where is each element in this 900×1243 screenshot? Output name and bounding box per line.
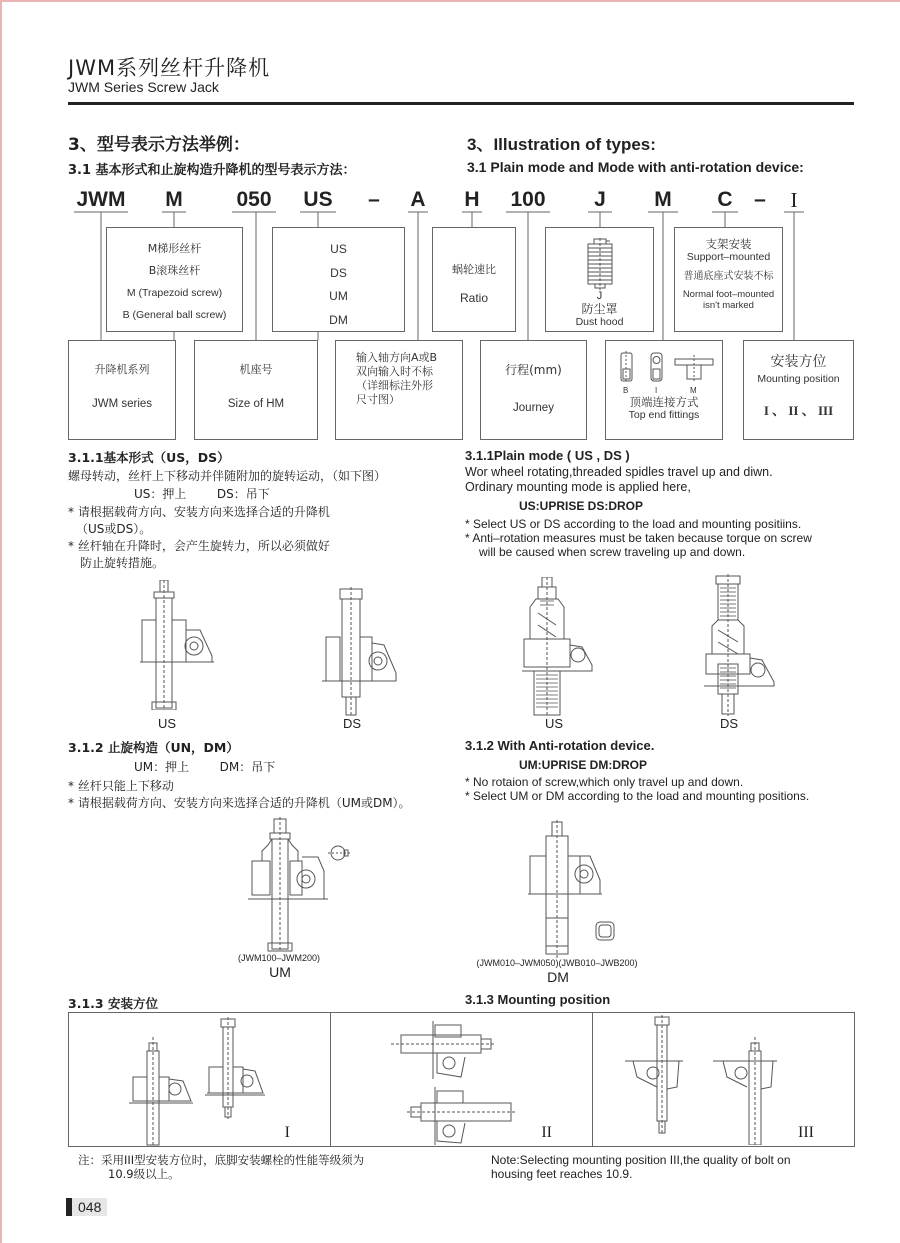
mode-um: UM (329, 289, 348, 303)
page-title-en: JWM Series Screw Jack (68, 79, 219, 95)
section-subtitle-en: 3.1 Plain mode and Mode with anti-rotation device: (467, 159, 804, 175)
support-cn: 支架安装 (705, 237, 752, 251)
drawing-us-en (522, 577, 602, 717)
dust-hood-icon (585, 238, 615, 290)
s312-title-cn: 3.1.2 止旋构造（UN，DM） (68, 740, 239, 755)
fitting-label-b: B (623, 386, 629, 395)
screw-type-trapezoid-cn: M梯形丝杆 (147, 242, 202, 255)
s311-modes-cn: US：押上 DS：吊下 (134, 487, 270, 501)
box-support (674, 227, 783, 332)
s311-modes-en: US:UPRISE DS:DROP (519, 499, 644, 513)
s313-title-cn: 3.1.3 安装方位 (68, 996, 158, 1011)
mounting-cell-ii (331, 1013, 593, 1146)
mode-ds: DS (330, 265, 347, 280)
drawing-ds-plain (320, 587, 400, 717)
top-end-fittings-icons (609, 349, 719, 395)
code-journey: 100 (510, 188, 546, 211)
journey-en: Journey (513, 402, 554, 414)
mode-dm: DM (329, 312, 348, 327)
mounting-iii-drawing (623, 1015, 823, 1145)
normal-foot-cn: 普通底座式安装不标 (683, 271, 774, 282)
section-312-en (465, 738, 865, 803)
s312-title-en: 3.1.2 With Anti-rotation device. (465, 738, 655, 753)
mounting-cell-iii (593, 1013, 854, 1146)
dm-range: (JWM010–JWM050)(JWB010–JWB200) (476, 958, 638, 968)
fitting-label-i: I (655, 386, 658, 395)
note-cn-line-1: 注：采用III型安装方位时，底脚安装螺栓的性能等级须为 (78, 1153, 365, 1167)
s312-modes-cn: UM：押上 DM：吊下 (134, 760, 276, 774)
box-ratio (432, 227, 516, 332)
box-top-end-fittings (605, 340, 723, 440)
top-end-en: Top end fittings (628, 409, 700, 421)
mounting-cn: 安装方位 (770, 354, 827, 370)
code-dash-2: – (754, 188, 766, 211)
code-top-end: M (654, 188, 672, 211)
input-line-3: （详细标注外形 (356, 379, 433, 392)
ratio-cn: 蜗轮速比 (452, 263, 496, 276)
dust-hood-code: J (596, 290, 603, 302)
section-311-cn (68, 448, 458, 572)
s312-modes-en: UM:UPRISE DM:DROP (519, 758, 647, 772)
mounting-ii-drawing (391, 1017, 591, 1147)
mounting-label-i: I (284, 1124, 290, 1141)
mounting-cell-i (69, 1013, 331, 1146)
s311-desc-cn: 螺母转动，丝杆上下移动并伴随附加的旋转运动，（如下图） (68, 469, 387, 483)
code-dust-hood: J (594, 188, 606, 211)
s311-bullet2b-cn: 防止旋转措施。 (80, 556, 165, 570)
mounting-en: Mounting position (757, 373, 840, 385)
code-ratio: H (464, 188, 480, 211)
um-caption: UM (269, 964, 291, 980)
note-en (491, 1153, 871, 1181)
s311-bullet1-cn: * 请根据载荷方向、安装方向来选择合适的升降机 (68, 505, 330, 519)
mounting-positions-frame (68, 1012, 855, 1147)
s311-bullet1b-cn: （US或DS）。 (76, 522, 152, 536)
dust-hood-cn: 防尘罩 (581, 302, 618, 316)
dm-caption: DM (547, 969, 569, 985)
code-screw-type: M (165, 188, 183, 211)
section-title-en: 3、Illustration of types: (467, 135, 656, 154)
mounting-values: I 、 II 、 III (763, 403, 834, 418)
screw-type-trapezoid-en: M (Trapezoid screw) (126, 287, 223, 299)
not-marked-en: isn't marked (703, 300, 754, 311)
section-subtitle-cn: 3.1 基本形式和止旋构造升降机的型号表示方法： (68, 163, 356, 178)
code-input-dir: A (410, 188, 426, 211)
ratio-en: Ratio (459, 291, 488, 305)
screw-type-ball-cn: B滚珠丝杆 (148, 264, 201, 277)
screw-type-ball-en: B (General ball screw) (122, 309, 227, 321)
section-title-cn: 3、型号表示方法举例： (68, 135, 250, 155)
box-journey (480, 340, 587, 440)
s311-desc2-en: Ordinary mounting mode is applied here, (465, 480, 691, 494)
s311-bullet2-en: * Anti–rotation measures must be taken because torque on screw (465, 531, 812, 545)
drawing-um (248, 817, 368, 952)
page-number-bar (66, 1198, 72, 1216)
s312-bullet1-cn: * 丝杆只能上下移动 (68, 779, 174, 793)
page-title-cn: JWM系列丝杆升降机 (68, 56, 271, 80)
size-en: Size of HM (227, 398, 285, 410)
mounting-label-iii: III (798, 1124, 814, 1141)
caption-us-en: US (544, 716, 564, 731)
box-dust-hood (545, 227, 654, 332)
s311-title-cn: 3.1.1基本形式（US，DS） (68, 450, 230, 465)
s311-bullet2b-en: will be caused when screw traveling up and down. (479, 545, 746, 559)
mode-us: US (330, 242, 347, 256)
journey-cn: 行程(mm) (505, 363, 562, 377)
note-cn (78, 1153, 468, 1181)
box-mounting-position (743, 340, 854, 440)
drawing-us-plain (140, 580, 220, 710)
top-end-cn: 顶端连接方式 (629, 395, 699, 409)
caption-us-plain: US (157, 716, 177, 731)
fitting-label-m: M (690, 386, 697, 395)
box-series (68, 340, 176, 440)
box-screw-type (106, 227, 243, 332)
code-mode: US (303, 188, 333, 211)
s312-bullet2-cn: * 请根据载荷方向、安装方向来选择合适的升降机（UM或DM）。 (68, 796, 411, 810)
code-dash-1: – (368, 188, 380, 211)
input-line-4: 尺寸图） (356, 393, 400, 406)
support-en: Support–mounted (686, 251, 771, 263)
box-input-direction (335, 340, 463, 440)
section-312-cn (68, 738, 468, 812)
code-size: 050 (236, 188, 272, 211)
note-en-line-2: housing feet reaches 10.9. (491, 1167, 633, 1181)
s311-bullet2-cn: * 丝杆轴在升降时，会产生旋转力，所以必须做好 (68, 539, 330, 553)
mounting-label-ii: II (541, 1124, 552, 1141)
um-range: (JWM100–JWM200) (237, 953, 320, 963)
s312-bullet2-en: * Select UM or DM according to the load and mounting positions. (465, 789, 810, 803)
normal-foot-en: Normal foot–mounted (682, 289, 775, 300)
series-cn: 升降机系列 (94, 363, 150, 376)
input-line-2: 双向输入时不标 (356, 365, 433, 378)
box-mode (272, 227, 405, 332)
code-mount-pos: I (790, 188, 798, 212)
caption-ds-plain: DS (342, 716, 362, 731)
page-number (66, 1198, 107, 1216)
page-number-text: 048 (78, 1199, 102, 1215)
note-cn-line-2: 10.9级以上。 (108, 1167, 180, 1181)
drawing-ds-en (702, 574, 782, 716)
drawing-dm (526, 820, 636, 958)
s313-title-en: 3.1.3 Mounting position (465, 992, 611, 1007)
size-cn: 机座号 (239, 363, 273, 376)
section-311-en (465, 448, 865, 559)
note-en-line-1: Note:Selecting mounting position III,the quality of bolt on (491, 1153, 791, 1167)
s312-bullet1-en: * No rotaion of screw,which only travel up and down. (465, 775, 744, 789)
s311-desc1-en: Wor wheel rotating,threaded spidles travel up and diwn. (465, 465, 773, 479)
code-series: JWM (76, 188, 126, 211)
code-support: C (717, 188, 733, 211)
dust-hood-en: Dust hood (575, 316, 624, 328)
input-line-1: 输入轴方向A或B (356, 351, 438, 364)
series-en: JWM series (91, 398, 153, 410)
mounting-i-drawing (129, 1017, 329, 1147)
caption-ds-en: DS (719, 716, 739, 731)
s311-title-en: 3.1.1Plain mode ( US , DS ) (465, 448, 630, 463)
box-size (194, 340, 318, 440)
s311-bullet1-en: * Select US or DS according to the load and mounting positiins. (465, 517, 802, 531)
